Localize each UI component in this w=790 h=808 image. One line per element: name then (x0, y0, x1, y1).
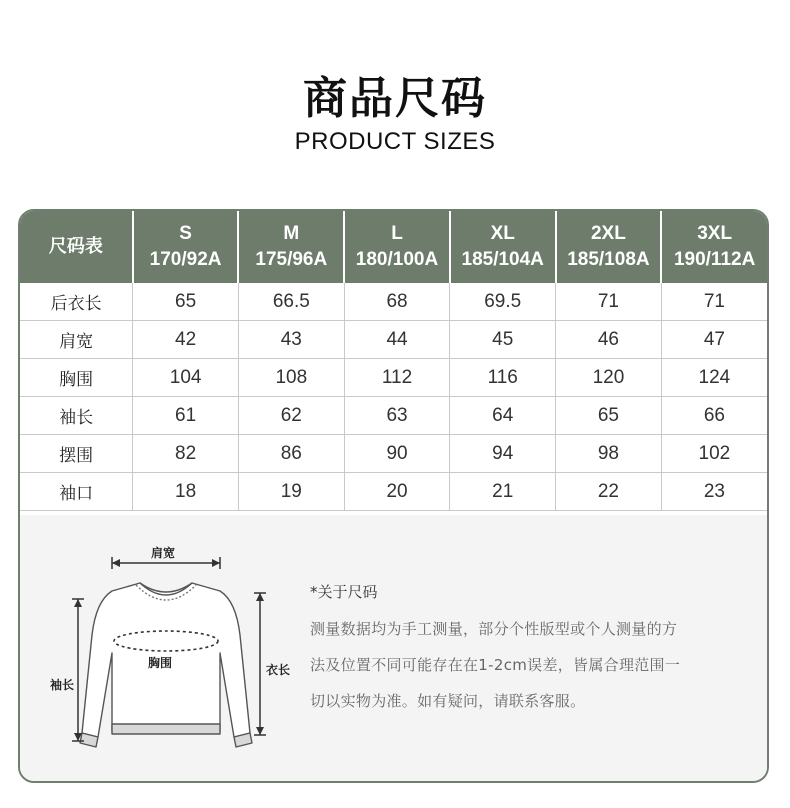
table-cell: 66.5 (238, 283, 344, 321)
length-dimension-line (254, 593, 266, 735)
note-line: 测量数据均为手工测量，部分个性版型或个人测量的方 (310, 620, 678, 638)
table-cell: 120 (556, 359, 662, 397)
table-cell: 62 (238, 397, 344, 435)
table-cell: 71 (661, 283, 767, 321)
table-cell: 21 (450, 473, 556, 511)
table-cell: 71 (556, 283, 662, 321)
measurement-guide-panel (20, 515, 767, 781)
size-header-xl (450, 211, 556, 283)
table-cell: 69.5 (450, 283, 556, 321)
size-spec: 185/104A (461, 249, 544, 270)
size-name: XL (490, 223, 515, 244)
table-cell: 22 (556, 473, 662, 511)
table-cell: 47 (661, 321, 767, 359)
table-cell: 42 (133, 321, 239, 359)
table-cell: 43 (238, 321, 344, 359)
table-cell: 23 (661, 473, 767, 511)
table-cell: 20 (344, 473, 450, 511)
size-spec: 190/112A (673, 249, 756, 270)
row-label: 胸围 (20, 359, 133, 397)
table-cell: 46 (556, 321, 662, 359)
size-spec: 180/100A (355, 249, 439, 270)
note-line: 切以实物为准。如有疑问，请联系客服。 (310, 692, 586, 710)
table-cell: 61 (133, 397, 239, 435)
sweatshirt-measurement-diagram (50, 535, 290, 780)
table-cell: 44 (344, 321, 450, 359)
size-name: 3XL (697, 223, 733, 244)
note-body (310, 611, 750, 719)
table-cell: 98 (556, 435, 662, 473)
note-line: 法及位置不同可能存在在1-2cm误差，皆属合理范围一 (310, 656, 681, 674)
table-cell: 45 (450, 321, 556, 359)
size-header-m (238, 211, 344, 283)
table-row-cuff (20, 473, 767, 511)
sleeve-label: 袖长 (50, 678, 75, 692)
table-cell: 18 (133, 473, 239, 511)
size-header-2xl (556, 211, 662, 283)
note-title: *关于尺码 (310, 583, 378, 601)
table-cell: 68 (344, 283, 450, 321)
table-cell: 19 (238, 473, 344, 511)
sleeve-dimension-line (72, 599, 84, 741)
table-row-hem (20, 435, 767, 473)
size-spec: 170/92A (149, 249, 222, 270)
chest-label: 胸围 (147, 656, 173, 670)
size-header-3xl (661, 211, 767, 283)
size-header-l (344, 211, 450, 283)
row-label: 后衣长 (20, 283, 133, 321)
table-row-sleeve (20, 397, 767, 435)
table-cell: 63 (344, 397, 450, 435)
table-cell: 104 (133, 359, 239, 397)
table-cell: 66 (661, 397, 767, 435)
table-corner-label: 尺码表 (20, 211, 133, 283)
size-header-s (133, 211, 239, 283)
row-label: 袖口 (20, 473, 133, 511)
shoulder-label: 肩宽 (150, 546, 176, 560)
row-label: 肩宽 (20, 321, 133, 359)
table-cell: 102 (661, 435, 767, 473)
table-cell: 65 (556, 397, 662, 435)
table-cell: 112 (344, 359, 450, 397)
row-label: 摆围 (20, 435, 133, 473)
table-cell: 94 (450, 435, 556, 473)
size-chart-card (18, 209, 769, 783)
table-header-row (20, 211, 767, 283)
size-note (310, 581, 750, 719)
length-label: 衣长 (265, 663, 290, 677)
size-spec: 175/96A (255, 249, 328, 270)
table-row-chest (20, 359, 767, 397)
size-name: 2XL (590, 223, 626, 244)
table-cell: 64 (450, 397, 556, 435)
table-row-back-length (20, 283, 767, 321)
size-spec: 185/108A (567, 249, 650, 270)
table-cell: 65 (133, 283, 239, 321)
row-label: 袖长 (20, 397, 133, 435)
size-name: L (391, 223, 403, 244)
table-cell: 108 (238, 359, 344, 397)
size-table (20, 211, 767, 511)
size-name: S (179, 223, 192, 244)
table-cell: 86 (238, 435, 344, 473)
table-cell: 124 (661, 359, 767, 397)
page-title-cn: 商品尺码 (303, 73, 487, 124)
table-cell: 90 (344, 435, 450, 473)
table-cell: 82 (133, 435, 239, 473)
table-cell: 116 (450, 359, 556, 397)
page-title-en: PRODUCT SIZES (294, 128, 496, 155)
size-name: M (283, 223, 300, 244)
table-row-shoulder (20, 321, 767, 359)
